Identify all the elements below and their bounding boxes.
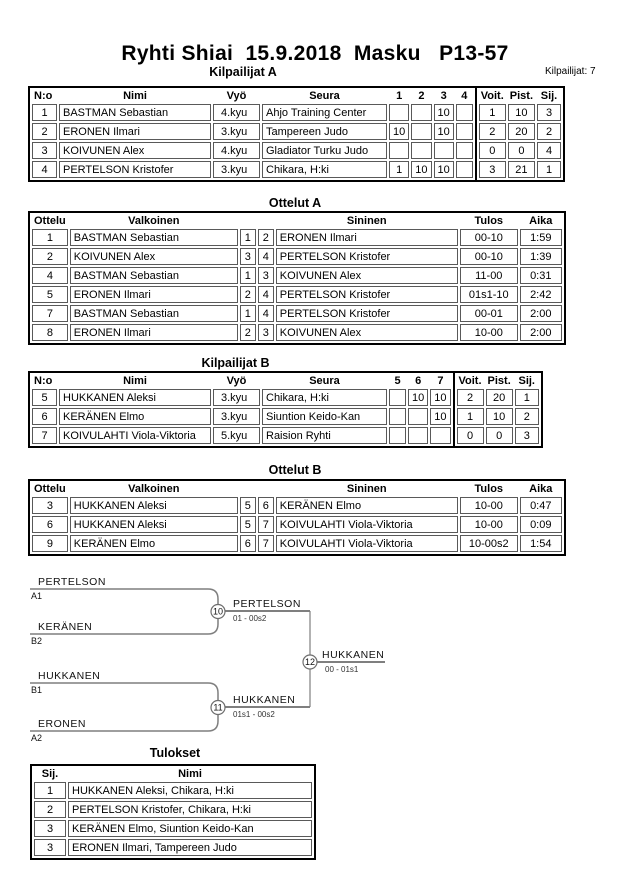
col-header: Nimi <box>123 90 147 102</box>
match-time: 2:00 <box>520 324 562 341</box>
final-results-grid <box>32 766 314 858</box>
bracket-seed-name: PERTELSON <box>38 576 106 588</box>
final-result-row <box>34 839 312 856</box>
bracket-seed-name: KERÄNEN <box>38 621 93 633</box>
bracket-match-score: 01s1 - 00s2 <box>233 710 275 719</box>
match-number: 7 <box>32 305 68 322</box>
score-cell <box>389 104 409 121</box>
score-cell <box>456 104 473 121</box>
pool-b-title: Kilpailijat B <box>201 356 270 370</box>
score-cell <box>408 427 428 444</box>
blue-number: 4 <box>258 286 274 303</box>
bracket-seed-tag: A2 <box>31 733 43 743</box>
match-time: 2:42 <box>520 286 562 303</box>
score-cell <box>389 427 406 444</box>
pool-b-main-grid <box>30 373 453 446</box>
score-cell <box>434 142 454 159</box>
competitor-row <box>32 104 473 121</box>
wins-cell: 3 <box>479 161 506 178</box>
final-place: 2 <box>34 801 66 818</box>
competitor-number: 3 <box>32 142 57 159</box>
col-header: Tulos <box>474 483 504 495</box>
competitor-name: KOIVUNEN Alex <box>59 142 211 159</box>
results-row <box>457 389 539 406</box>
place-cell: 3 <box>537 104 561 121</box>
competitor-number: 7 <box>32 427 57 444</box>
match-number: 9 <box>32 535 68 552</box>
pool-a-results-grid <box>477 88 563 180</box>
col-header: Pist. <box>509 90 533 102</box>
white-number: 1 <box>240 229 256 246</box>
wins-cell: 1 <box>479 104 506 121</box>
white-name: KERÄNEN Elmo <box>70 535 238 552</box>
match-number: 4 <box>32 267 68 284</box>
white-number: 1 <box>240 267 256 284</box>
match-row <box>32 248 562 265</box>
blue-number: 3 <box>258 267 274 284</box>
matches-b-table <box>28 479 566 556</box>
bracket-match-score: 01 - 00s2 <box>233 614 267 623</box>
place-cell: 2 <box>515 408 539 425</box>
white-name: ERONEN Ilmari <box>70 324 238 341</box>
blue-name: PERTELSON Kristofer <box>276 248 458 265</box>
match-row <box>32 324 562 341</box>
blue-number: 2 <box>258 229 274 246</box>
bracket-winner-name: HUKKANEN <box>322 649 385 661</box>
blue-name: PERTELSON Kristofer <box>276 305 458 322</box>
blue-number: 4 <box>258 305 274 322</box>
white-name: HUKKANEN Aleksi <box>70 516 238 533</box>
blue-name: KOIVULAHTI Viola-Viktoria <box>276 516 458 533</box>
col-header: N:o <box>34 375 53 387</box>
final-results-title: Tulokset <box>149 746 201 760</box>
score-cell: 10 <box>434 104 454 121</box>
blue-number: 4 <box>258 248 274 265</box>
match-row <box>32 516 562 533</box>
col-header: Tulos <box>474 215 504 227</box>
results-row <box>479 104 561 121</box>
final-result-row <box>34 801 312 818</box>
col-header: Nimi <box>123 375 147 387</box>
white-name: BASTMAN Sebastian <box>70 305 238 322</box>
blue-name: KOIVUNEN Alex <box>276 267 458 284</box>
competitor-club: Ahjo Training Center <box>262 104 387 121</box>
score-cell: 1 <box>389 161 409 178</box>
competitor-number: 6 <box>32 408 57 425</box>
match-row <box>32 497 562 514</box>
score-cell: 10 <box>408 389 428 406</box>
place-cell: 1 <box>537 161 561 178</box>
match-row <box>32 535 562 552</box>
bracket-seed-tag: A1 <box>31 591 43 601</box>
points-cell: 0 <box>508 142 535 159</box>
white-number: 1 <box>240 305 256 322</box>
col-header: 6 <box>415 375 422 387</box>
competitor-row <box>32 408 451 425</box>
results-row <box>479 161 561 178</box>
competitor-belt: 3.kyu <box>213 161 260 178</box>
score-cell: 10 <box>430 389 450 406</box>
score-cell <box>389 389 406 406</box>
pool-b-table <box>28 371 543 448</box>
matches-a-table <box>28 211 566 345</box>
match-time: 0:09 <box>520 516 562 533</box>
score-cell: 10 <box>434 123 454 140</box>
col-header: Voit. <box>480 90 504 102</box>
matches-a-title: Ottelut A <box>268 196 322 210</box>
col-header: Ottelu <box>34 483 66 495</box>
page-title: Ryhti Shiai 15.9.2018 Masku P13-57 <box>121 42 509 65</box>
competitor-name: BASTMAN Sebastian <box>59 104 211 121</box>
blue-number: 6 <box>258 497 274 514</box>
col-header: Nimi <box>178 768 202 780</box>
pool-b-results-header-row <box>457 375 539 387</box>
matches-b-title: Ottelut B <box>268 463 322 477</box>
pool-a-main-grid <box>30 88 475 180</box>
col-header <box>240 483 256 495</box>
match-result: 10-00 <box>460 497 518 514</box>
col-header: N:o <box>34 90 53 102</box>
pool-a-header-row <box>32 90 473 102</box>
bracket-seed-name: HUKKANEN <box>38 670 101 682</box>
competitor-club: Chikara, H:ki <box>262 161 387 178</box>
col-header <box>240 215 256 227</box>
white-name: HUKKANEN Aleksi <box>70 497 238 514</box>
matches-a-grid <box>30 213 564 343</box>
match-result: 00-10 <box>460 248 518 265</box>
match-result: 10-00s2 <box>460 535 518 552</box>
match-time: 0:47 <box>520 497 562 514</box>
match-number: 8 <box>32 324 68 341</box>
score-cell <box>411 142 431 159</box>
points-cell: 10 <box>508 104 535 121</box>
white-number: 5 <box>240 516 256 533</box>
bracket-seed-name: ERONEN <box>38 718 86 730</box>
competitor-name: PERTELSON Kristofer <box>59 161 211 178</box>
points-cell: 21 <box>508 161 535 178</box>
competitor-belt: 3.kyu <box>213 389 260 406</box>
match-row <box>32 267 562 284</box>
white-number: 3 <box>240 248 256 265</box>
white-name: ERONEN Ilmari <box>70 286 238 303</box>
matches-a-header-row <box>32 215 562 227</box>
match-time: 1:39 <box>520 248 562 265</box>
col-header: Valkoinen <box>128 483 180 495</box>
place-cell: 1 <box>515 389 539 406</box>
competitor-belt: 4.kyu <box>213 104 260 121</box>
score-cell <box>408 408 428 425</box>
col-header <box>258 215 274 227</box>
col-header: 7 <box>437 375 444 387</box>
match-result: 10-00 <box>460 516 518 533</box>
wins-cell: 0 <box>457 427 484 444</box>
col-header: Sininen <box>346 215 387 227</box>
final-place: 1 <box>34 782 66 799</box>
col-header: 1 <box>396 90 403 102</box>
bracket-winner-name: HUKKANEN <box>233 694 296 706</box>
competitor-row <box>32 142 473 159</box>
col-header: Voit. <box>458 375 482 387</box>
bracket-match-number: 11 <box>213 702 223 713</box>
match-row <box>32 305 562 322</box>
wins-cell: 0 <box>479 142 506 159</box>
bracket-seed-tag: B1 <box>31 685 43 695</box>
score-cell <box>430 427 450 444</box>
competitor-club: Siuntion Keido-Kan <box>262 408 387 425</box>
results-row <box>479 123 561 140</box>
competitor-name: KOIVULAHTI Viola-Viktoria <box>59 427 211 444</box>
match-result: 11-00 <box>460 267 518 284</box>
competitor-club: Gladiator Turku Judo <box>262 142 387 159</box>
match-result: 10-00 <box>460 324 518 341</box>
competitor-row <box>32 161 473 178</box>
place-cell: 2 <box>537 123 561 140</box>
bracket-match-number: 12 <box>304 657 316 667</box>
blue-name: KERÄNEN Elmo <box>276 497 458 514</box>
medal-bracket <box>0 555 630 755</box>
col-header: Vyö <box>226 90 247 102</box>
wins-cell: 2 <box>457 389 484 406</box>
competitor-row <box>32 123 473 140</box>
white-name: BASTMAN Sebastian <box>70 229 238 246</box>
competitor-club: Tampereen Judo <box>262 123 387 140</box>
col-header: Sij. <box>518 375 535 387</box>
blue-number: 7 <box>258 535 274 552</box>
pool-a-title: Kilpailijat A <box>209 65 277 79</box>
competitor-belt: 3.kyu <box>213 123 260 140</box>
blue-name: KOIVUNEN Alex <box>276 324 458 341</box>
col-header: 5 <box>394 375 401 387</box>
col-header: Vyö <box>226 375 247 387</box>
final-results-table <box>30 764 316 860</box>
competitor-name: KERÄNEN Elmo <box>59 408 211 425</box>
final-results-header-row <box>34 768 312 780</box>
score-cell: 10 <box>411 161 431 178</box>
col-header: Aika <box>529 215 553 227</box>
points-cell: 0 <box>486 427 513 444</box>
match-number: 1 <box>32 229 68 246</box>
competitor-club: Chikara, H:ki <box>262 389 387 406</box>
matches-b-header-row <box>32 483 562 495</box>
competitor-club: Raision Ryhti <box>262 427 387 444</box>
wins-cell: 1 <box>457 408 484 425</box>
final-result-row <box>34 820 312 837</box>
match-result: 00-10 <box>460 229 518 246</box>
blue-name: ERONEN Ilmari <box>276 229 458 246</box>
bracket-match-score: 00 - 01s1 <box>325 665 359 674</box>
final-name: KERÄNEN Elmo, Siuntion Keido-Kan <box>68 820 312 837</box>
bracket-seed-tag: B2 <box>31 636 43 646</box>
col-header: Valkoinen <box>128 215 180 227</box>
final-result-row <box>34 782 312 799</box>
match-number: 6 <box>32 516 68 533</box>
score-cell <box>411 123 431 140</box>
white-number: 5 <box>240 497 256 514</box>
white-number: 2 <box>240 324 256 341</box>
match-time: 0:31 <box>520 267 562 284</box>
match-number: 5 <box>32 286 68 303</box>
score-cell <box>389 142 409 159</box>
score-cell: 10 <box>430 408 450 425</box>
pool-a-table <box>28 86 565 182</box>
blue-number: 7 <box>258 516 274 533</box>
competitor-number: 4 <box>32 161 57 178</box>
col-header: Sij. <box>540 90 558 102</box>
competitor-number: 1 <box>32 104 57 121</box>
final-place: 3 <box>34 839 66 856</box>
competitor-row <box>32 389 451 406</box>
col-header: 3 <box>440 90 447 102</box>
competitor-belt: 3.kyu <box>213 408 260 425</box>
score-cell: 10 <box>434 161 454 178</box>
col-header: Sininen <box>346 483 387 495</box>
score-cell <box>456 161 473 178</box>
competitor-row <box>32 427 451 444</box>
col-header: Ottelu <box>34 215 66 227</box>
wins-cell: 2 <box>479 123 506 140</box>
match-row <box>32 286 562 303</box>
score-cell <box>456 123 473 140</box>
final-name: PERTELSON Kristofer, Chikara, H:ki <box>68 801 312 818</box>
competitor-number: 2 <box>32 123 57 140</box>
pool-b-header-row <box>32 375 451 387</box>
final-name: HUKKANEN Aleksi, Chikara, H:ki <box>68 782 312 799</box>
final-place: 3 <box>34 820 66 837</box>
score-cell: 10 <box>389 123 409 140</box>
match-time: 1:59 <box>520 229 562 246</box>
matches-b-grid <box>30 481 564 554</box>
match-result: 00-01 <box>460 305 518 322</box>
results-row <box>457 408 539 425</box>
competitor-number: 5 <box>32 389 57 406</box>
results-row <box>457 427 539 444</box>
score-cell <box>456 142 473 159</box>
col-header: 2 <box>418 90 425 102</box>
final-name: ERONEN Ilmari, Tampereen Judo <box>68 839 312 856</box>
points-cell: 10 <box>486 408 513 425</box>
blue-number: 3 <box>258 324 274 341</box>
match-result: 01s1-10 <box>460 286 518 303</box>
blue-name: KOIVULAHTI Viola-Viktoria <box>276 535 458 552</box>
pool-b-results-grid <box>455 373 541 446</box>
pool-a-results-header-row <box>479 90 561 102</box>
col-header: 4 <box>461 90 468 102</box>
match-row <box>32 229 562 246</box>
score-cell <box>389 408 406 425</box>
white-name: KOIVUNEN Alex <box>70 248 238 265</box>
competitor-name: ERONEN Ilmari <box>59 123 211 140</box>
competitor-belt: 5.kyu <box>213 427 260 444</box>
place-cell: 3 <box>515 427 539 444</box>
match-number: 3 <box>32 497 68 514</box>
col-header <box>258 483 274 495</box>
results-row <box>479 142 561 159</box>
competitor-belt: 4.kyu <box>213 142 260 159</box>
match-time: 2:00 <box>520 305 562 322</box>
bracket-match-number: 10 <box>212 606 224 617</box>
bracket-winner-name: PERTELSON <box>233 598 301 610</box>
col-header: Sij. <box>41 768 59 780</box>
competitors-count: Kilpailijat: 7 <box>545 66 596 77</box>
col-header: Pist. <box>487 375 511 387</box>
col-header: Seura <box>309 90 340 102</box>
match-time: 1:54 <box>520 535 562 552</box>
score-cell <box>411 104 431 121</box>
white-name: BASTMAN Sebastian <box>70 267 238 284</box>
points-cell: 20 <box>508 123 535 140</box>
white-number: 2 <box>240 286 256 303</box>
blue-name: PERTELSON Kristofer <box>276 286 458 303</box>
competitor-name: HUKKANEN Aleksi <box>59 389 211 406</box>
col-header: Seura <box>309 375 340 387</box>
col-header: Aika <box>529 483 553 495</box>
match-number: 2 <box>32 248 68 265</box>
white-number: 6 <box>240 535 256 552</box>
points-cell: 20 <box>486 389 513 406</box>
place-cell: 4 <box>537 142 561 159</box>
